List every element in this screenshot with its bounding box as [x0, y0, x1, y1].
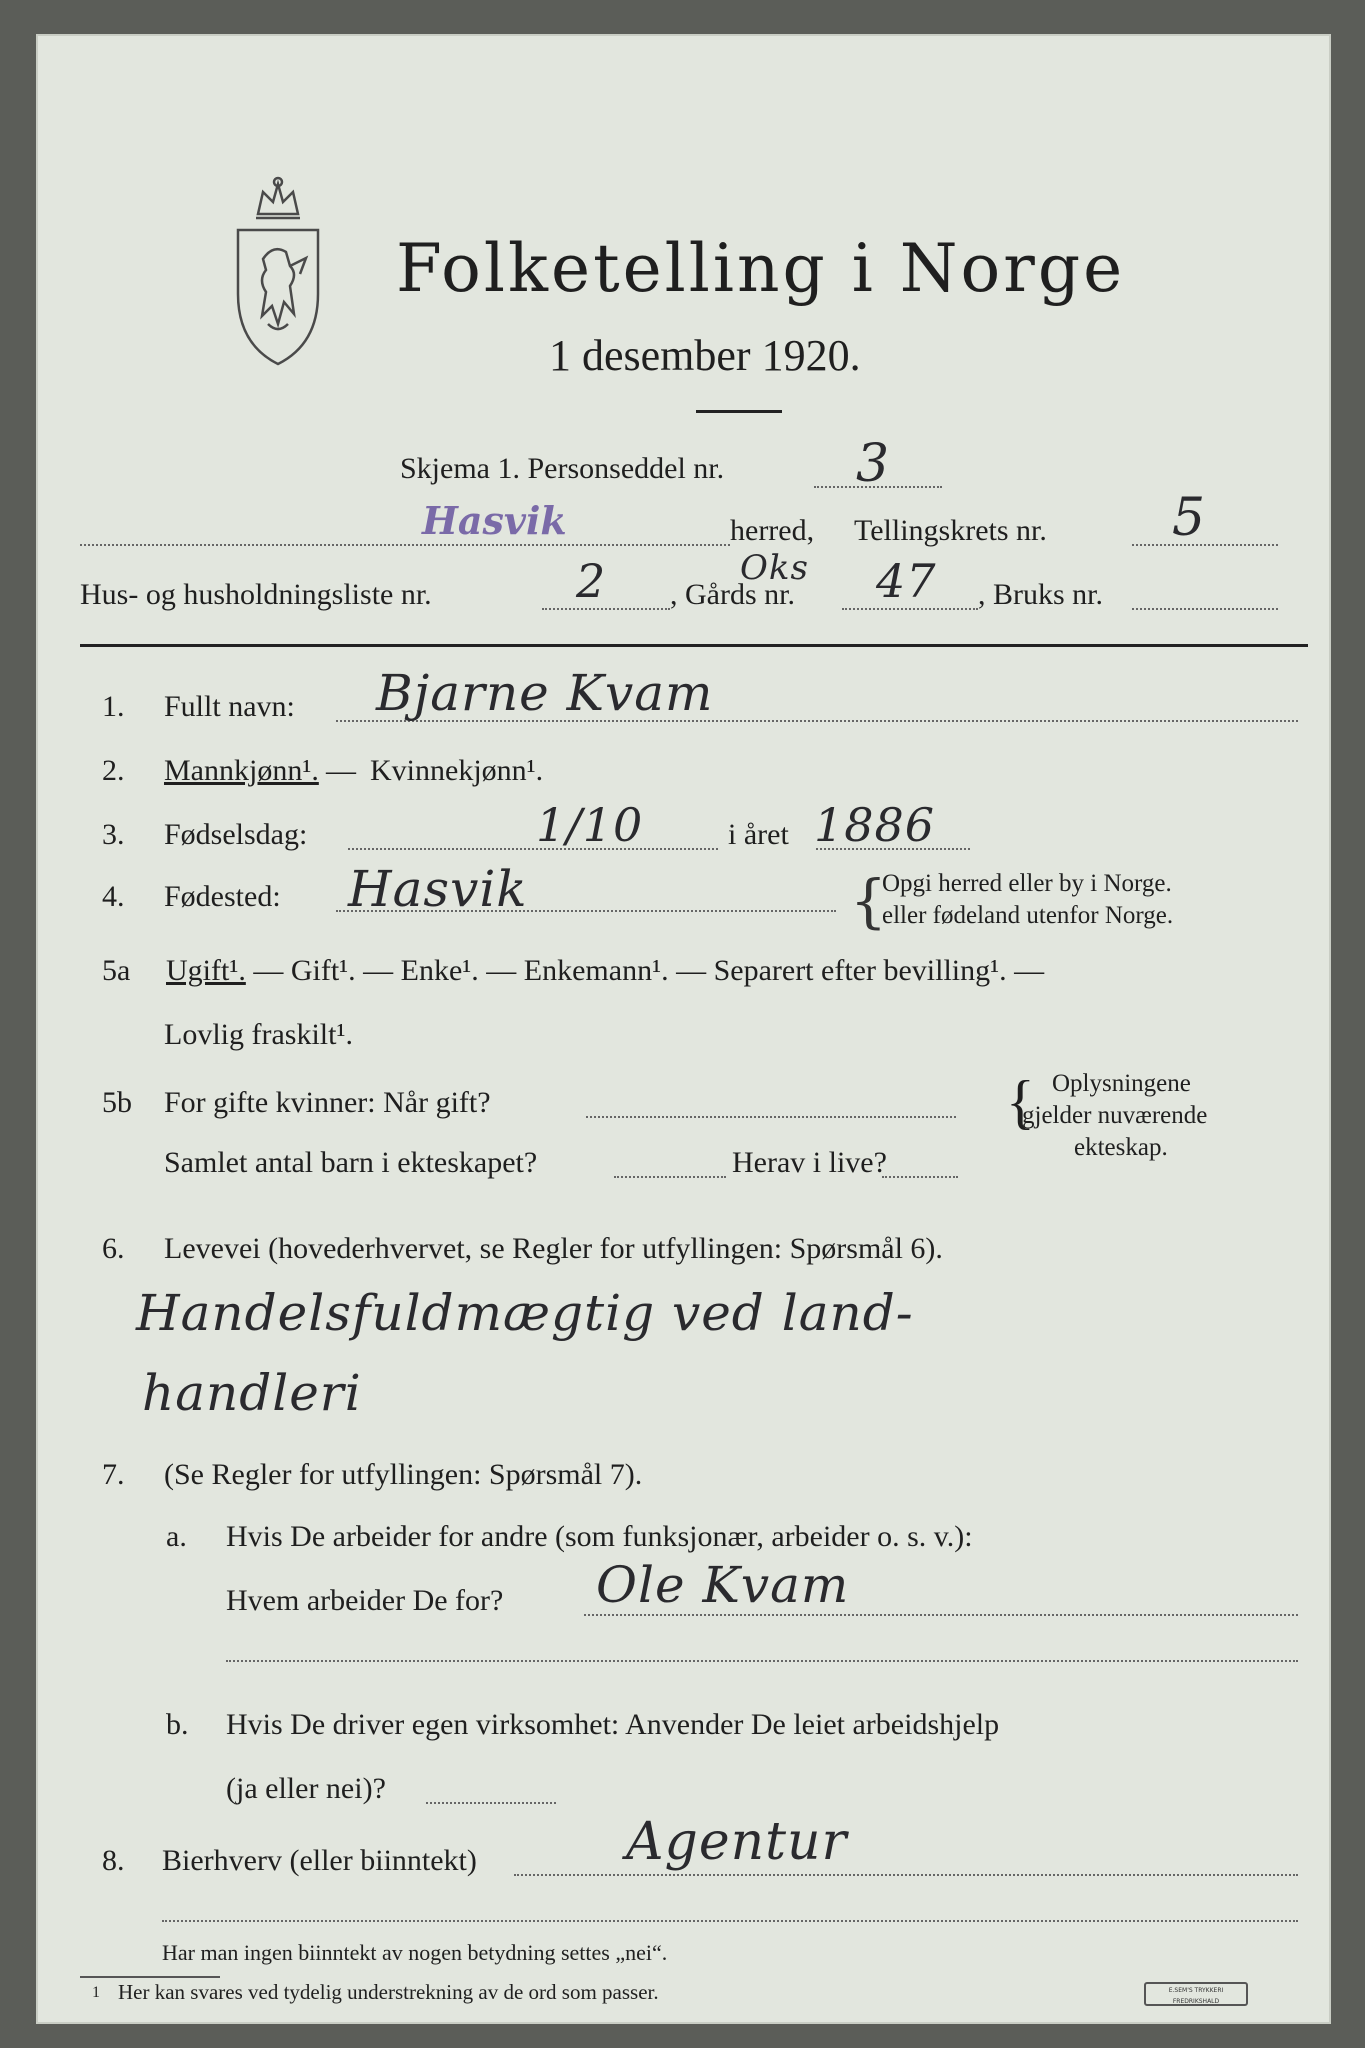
q5b-label1: For gifte kvinner: Når gift? — [164, 1086, 491, 1119]
q3-day-field-line — [348, 848, 718, 850]
footnote-mark: 1 — [92, 1984, 100, 2001]
census-form-sheet — [36, 34, 1331, 2024]
birth-year-value: 1886 — [814, 798, 936, 852]
gards-number: 47 — [876, 554, 937, 608]
q5b-label2: Samlet antal barn i ekteskapet? — [164, 1146, 538, 1179]
q5b-date-field-line — [586, 1116, 956, 1118]
q3-label: Fødselsdag: — [164, 818, 308, 851]
q4-number: 4. — [102, 880, 125, 913]
herred-stamp: Hasvik — [422, 498, 567, 543]
gards-note: Oks — [740, 548, 809, 588]
q3-year-label: i året — [728, 818, 789, 851]
q5b-note-line3: ekteskap. — [1074, 1134, 1168, 1161]
skjema-label: Skjema 1. Personseddel nr. — [400, 452, 725, 485]
q6-number: 6. — [102, 1232, 125, 1265]
husholdningsliste-field-line — [542, 608, 670, 610]
title-divider — [696, 410, 782, 413]
q2-separator: — — [326, 754, 356, 787]
q5b-note-brace: { — [1006, 1069, 1035, 1135]
q8-number: 8. — [102, 1844, 125, 1877]
q2-number: 2. — [102, 754, 125, 787]
q8-extra-field-line — [162, 1920, 1298, 1922]
form-date: 1 desember 1920. — [549, 331, 861, 380]
footnote-text: Her kan svares ved tydelig understrekning av de ord som passer. — [118, 1980, 659, 2004]
q1-number: 1. — [102, 690, 125, 723]
q5b-note-line1: Oplysningene — [1052, 1070, 1191, 1097]
q5a-other-options: — Gift¹. — Enke¹. — Enkemann¹. — Separert efter bevilling¹. — — [245, 954, 1045, 987]
footer-note: Har man ingen biinntekt av nogen betydning settes „nei“. — [162, 1940, 668, 1965]
q2-male-option: Mannkjønn¹. — [164, 754, 319, 787]
q2-female-option: Kvinnekjønn¹. — [370, 754, 544, 787]
bruks-label: , Bruks nr. — [978, 578, 1104, 611]
q7b-label: Hvis De driver egen virksomhet: Anvender De leiet arbeidshjelp — [226, 1708, 1000, 1741]
q4-note-brace: { — [850, 867, 887, 935]
q8-field-line — [514, 1874, 1298, 1876]
birthday-value: 1/10 — [536, 798, 644, 852]
form-title: Folketelling i Norge — [396, 230, 1126, 307]
q6-label: Levevei (hovederhvervet, se Regler for utfyllingen: Spørsmål 6). — [164, 1232, 943, 1265]
q5b-number: 5b — [102, 1086, 132, 1119]
printer-mark: E.SEM'S TRYKKERI FREDRIKSHALD — [1144, 1982, 1248, 2006]
side-occupation-value: Agentur — [626, 1812, 848, 1872]
q4-label: Fødested: — [164, 880, 281, 913]
q5a-ugift-option: Ugift¹. — [166, 954, 246, 987]
q7a-number: a. — [166, 1520, 187, 1553]
q3-number: 3. — [102, 818, 125, 851]
q7b-label2: (ja eller nei)? — [226, 1772, 386, 1805]
herred-field-line — [80, 544, 730, 546]
full-name-value: Bjarne Kvam — [376, 664, 714, 722]
personseddel-number: 3 — [856, 434, 891, 494]
q7b-number: b. — [166, 1708, 189, 1741]
q5b-children-field-line — [614, 1176, 726, 1178]
q7-label: (Se Regler for utfyllingen: Spørsmål 7). — [164, 1458, 643, 1491]
q7a-extra-field-line — [226, 1660, 1298, 1662]
husholdningsliste-number: 2 — [576, 554, 607, 608]
gards-field-line — [842, 608, 978, 610]
header-divider — [80, 644, 1308, 647]
employer-value: Ole Kvam — [596, 1556, 850, 1614]
q7a-label2: Hvem arbeider De for? — [226, 1584, 504, 1617]
tellingskrets-label: Tellingskrets nr. — [854, 514, 1047, 547]
q5a-line2: Lovlig fraskilt¹. — [164, 1018, 353, 1051]
coat-of-arms-icon — [228, 174, 328, 374]
gards-label: , Gårds nr. — [670, 578, 795, 611]
q4-note-line2: eller fødeland utenfor Norge. — [882, 902, 1174, 929]
footnote-divider — [80, 1976, 220, 1978]
bruks-field-line — [1132, 608, 1278, 610]
husholdningsliste-label: Hus- og husholdningsliste nr. — [80, 578, 432, 611]
q5a-number: 5a — [102, 954, 131, 987]
q7a-label: Hvis De arbeider for andre (som funksjonær, arbeider o. s. v.): — [226, 1520, 973, 1553]
q5b-label3: Herav i live? — [732, 1146, 887, 1179]
occupation-value-line1: Handelsfuldmægtig ved land- — [136, 1284, 914, 1342]
q1-label: Fullt navn: — [164, 690, 295, 723]
q8-label: Bierhverv (eller biinntekt) — [162, 1844, 477, 1877]
q5b-alive-field-line — [882, 1176, 958, 1178]
herred-label: herred, — [730, 514, 815, 547]
q5a-options — [166, 954, 1044, 988]
q7b-field-line — [426, 1802, 556, 1804]
q5b-note-line2: gjelder nuværende — [1022, 1102, 1208, 1129]
tellingskrets-number: 5 — [1172, 488, 1207, 548]
q4-note-line1: Opgi herred eller by i Norge. — [882, 870, 1172, 897]
q7-number: 7. — [102, 1458, 125, 1491]
q7a-field-line — [584, 1614, 1298, 1616]
occupation-value-line2: handleri — [142, 1364, 362, 1422]
birthplace-value: Hasvik — [348, 860, 528, 918]
